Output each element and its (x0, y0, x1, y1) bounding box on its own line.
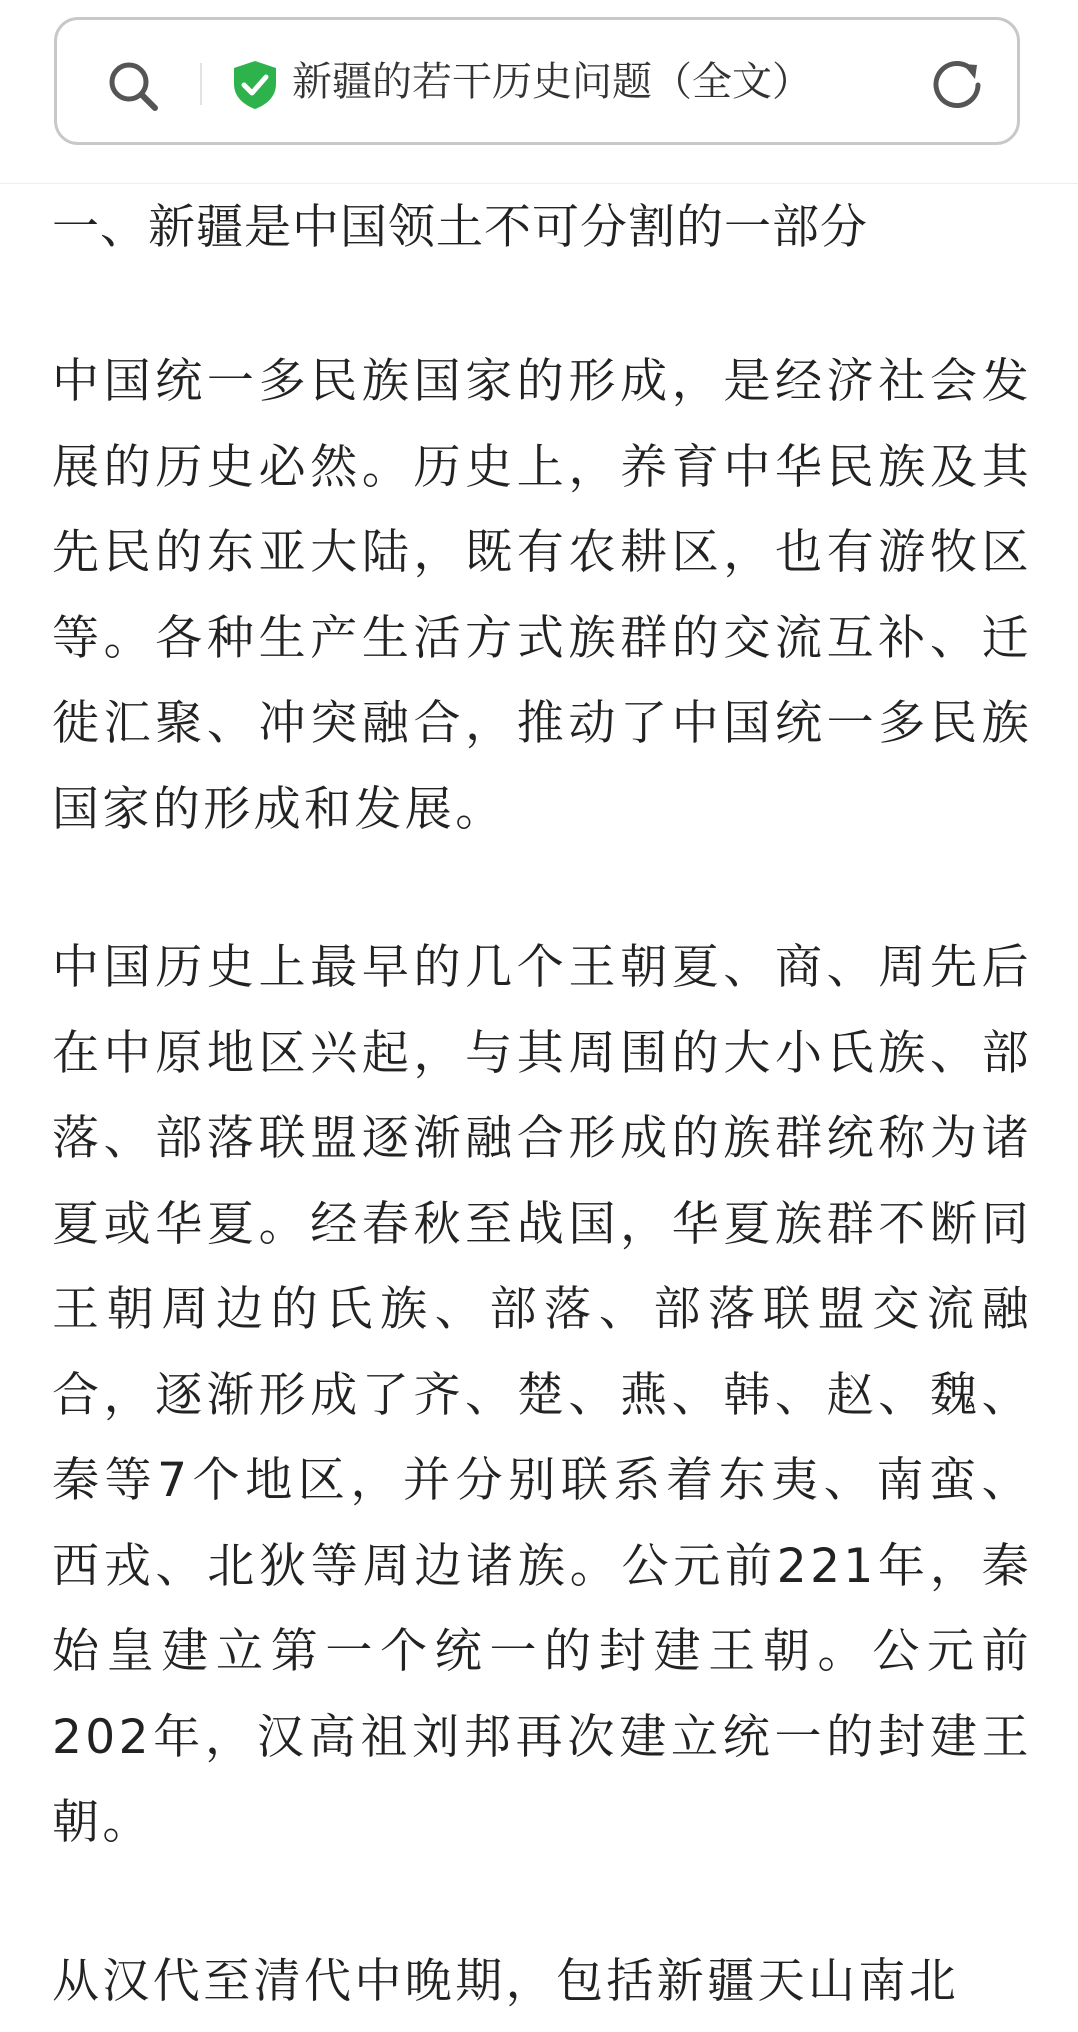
paragraph: 中国统一多民族国家的形成，是经济社会发展的历史必然。历史上，养育中华民族及其先民的东亚大陆，既有农耕区，也有游牧区等。各种生产生活方式族群的交流互补、迁徙汇聚、冲突融合，推动了中国统一多民族国家的形成和发展。 (52, 354, 1032, 837)
reload-icon[interactable] (930, 58, 984, 112)
paragraph: 从汉代至清代中晚期，包括新疆天山南北 (52, 1953, 960, 2009)
page-title[interactable]: 新疆的若干历史问题（全文） (292, 59, 812, 105)
search-icon[interactable] (105, 58, 161, 114)
address-bar-divider (200, 63, 202, 105)
shield-check-icon (232, 60, 278, 110)
top-bar (0, 0, 1078, 184)
paragraph: 中国历史上最早的几个王朝夏、商、周先后在中原地区兴起，与其周围的大小氏族、部落、部落联盟逐渐融合形成的族群统称为诸夏或华夏。经春秋至战国，华夏族群不断同王朝周边的氏族、部落、部落联盟交流融合，逐渐形成了齐、楚、燕、韩、赵、魏、秦等7个地区，并分别联系着东夷、南蛮、西戎、北狄等周边诸族。公元前221年，秦始皇建立第一个统一的封建王朝。公元前202年，汉高祖刘邦再次建立统一的封建王朝。 (52, 940, 1032, 1850)
section-heading: 一、新疆是中国领土不可分割的一部分 (52, 200, 868, 255)
article-body (52, 183, 1032, 2024)
address-bar[interactable] (54, 17, 1020, 145)
